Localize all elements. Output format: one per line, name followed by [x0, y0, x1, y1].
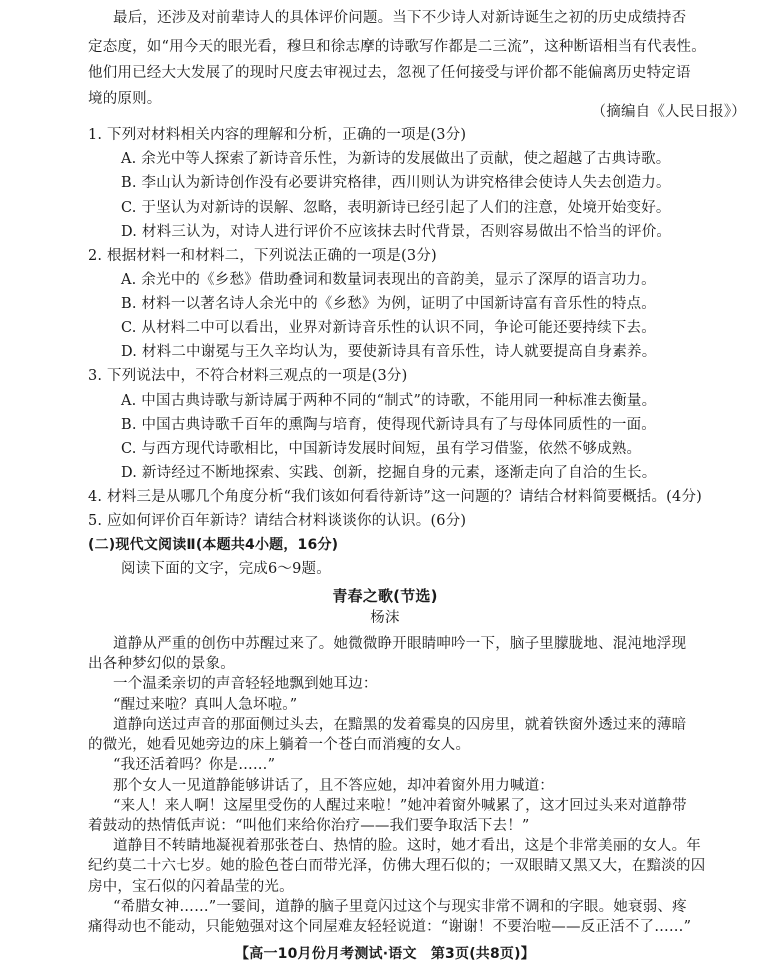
story-line: “希腊女神……”一霎间，道静的脑子里竟闪过这个与现实非常不调和的字眼。她衰弱、疼 — [113, 899, 687, 915]
option: B. 中国古典诗歌千百年的熏陶与培育，使得现代新诗具有了与母体同质性的一面。 — [121, 417, 656, 433]
passage-line: 定态度，如“用今天的眼光看，穆旦和徐志摩的诗歌写作都是二三流”，这种断语相当有代表性。 — [88, 39, 706, 55]
story-line: “醒过来啦？真叫人急坏啦。” — [113, 697, 298, 713]
source-citation: （摘编自《人民日报》） — [591, 104, 746, 120]
option: B. 李山认为新诗创作没有必要讲究格律，西川则认为讲究格律会使诗人失去创造力。 — [121, 175, 671, 191]
story-line: 那个女人一见道静能够讲话了，且不答应她，却冲着窗外用力喊道： — [113, 778, 554, 794]
passage-line: 他们用已经大大发展了的现时尺度去审视过去，忽视了任何接受与评价都不能偏离历史特定语 — [88, 65, 691, 81]
story-line: 道静向送过声音的那面侧过头去，在黯黑的发着霉臭的囚房里，就着铁窗外透过来的薄暗 — [113, 717, 687, 733]
story-line: 房中，宝石似的闪着晶莹的光。 — [88, 879, 294, 895]
option: A. 余光中等人探索了新诗音乐性，为新诗的发展做出了贡献，使之超越了古典诗歌。 — [121, 151, 671, 167]
story-line: 的微光，她看见她旁边的床上躺着一个苍白而消瘦的女人。 — [88, 737, 471, 753]
option: C. 与西方现代诗歌相比，中国新诗发展时间短，虽有学习借鉴，依然不够成熟。 — [121, 441, 642, 457]
passage-line: 最后，还涉及对前辈诗人的具体评价问题。当下不少诗人对新诗诞生之初的历史成绩持否 — [113, 10, 687, 26]
story-line: 道静目不转睛地凝视着那张苍白、热情的脸。这时，她才看出，这是个非常美丽的女人。年 — [113, 838, 701, 854]
story-title: 青春之歌(节选) — [332, 587, 438, 605]
question-stem: 3. 下列说法中，不符合材料三观点的一项是(3分) — [88, 368, 408, 384]
passage-line: 境的原则。 — [88, 91, 162, 107]
option: B. 材料一以著名诗人余光中的《乡愁》为例，证明了中国新诗富有音乐性的特点。 — [121, 296, 656, 312]
option: C. 从材料二中可以看出，业界对新诗音乐性的认识不同，争论可能还要持续下去。 — [121, 320, 656, 336]
option: A. 余光中的《乡愁》借助叠词和数量词表现出的音韵美，显示了深厚的语言功力。 — [121, 272, 656, 288]
story-line: “来人！来人啊！这屋里受伤的人醒过来啦！”她冲着窗外喊累了，这才回过头来对道静带 — [113, 798, 687, 814]
instruction: 阅读下面的文字，完成6～9题。 — [121, 561, 331, 577]
question-stem: 4. 材料三是从哪几个角度分析“我们该如何看待新诗”这一问题的？请结合材料简要概括。(4分) — [88, 489, 703, 505]
option: D. 材料三认为，对诗人进行评价不应该抹去时代背景，否则容易做出不恰当的评价。 — [121, 224, 672, 240]
option: D. 材料二中谢冕与王久辛均认为，要使新诗具有音乐性，诗人就要提高自身素养。 — [121, 344, 657, 360]
option: D. 新诗经过不断地探索、实践、创新，挖掘自身的元素，逐渐走向了自洽的生长。 — [121, 465, 657, 481]
option: C. 于坚认为对新诗的误解、忽略，表明新诗已经引起了人们的注意，处境开始变好。 — [121, 200, 671, 216]
section-heading: (二)现代文阅读Ⅱ(本题共4小题，16分) — [88, 537, 339, 553]
page-footer: 【高一10月份月考测试·语文 第3页(共8页)】 — [235, 946, 535, 962]
question-stem: 2. 根据材料一和材料二，下列说法正确的一项是(3分) — [88, 248, 437, 264]
option: A. 中国古典诗歌与新诗属于两种不同的“制式”的诗歌，不能用同一种标准去衡量。 — [121, 393, 657, 409]
question-stem: 5. 应如何评价百年新诗？请结合材料谈谈你的认识。(6分) — [88, 513, 467, 529]
story-line: “我还活着吗？你是……” — [113, 757, 276, 773]
story-line: 出各种梦幻似的景象。 — [88, 656, 235, 672]
story-line: 道静从严重的创伤中苏醒过来了。她微微睁开眼睛呻吟一下，脑子里朦胧地、混沌地浮现 — [113, 636, 687, 652]
question-stem: 1. 下列对材料相关内容的理解和分析，正确的一项是(3分) — [88, 127, 467, 143]
story-line: 纪约莫二十六七岁。她的脸色苍白而带光泽，仿佛大理石似的；一双眼睛又黑又大，在黯淡的囚 — [88, 858, 706, 874]
story-line: 着鼓动的热情低声说：“叫他们来给你治疗——我们要争取活下去！” — [88, 818, 530, 834]
story-line: 痛得动也不能动，只能勉强对这个同屋难友轻轻说道：“谢谢！不要治啦——反正活不了……” — [88, 919, 692, 935]
story-line: 一个温柔亲切的声音轻轻地飘到她耳边： — [113, 676, 378, 692]
story-author: 杨沫 — [370, 610, 400, 626]
